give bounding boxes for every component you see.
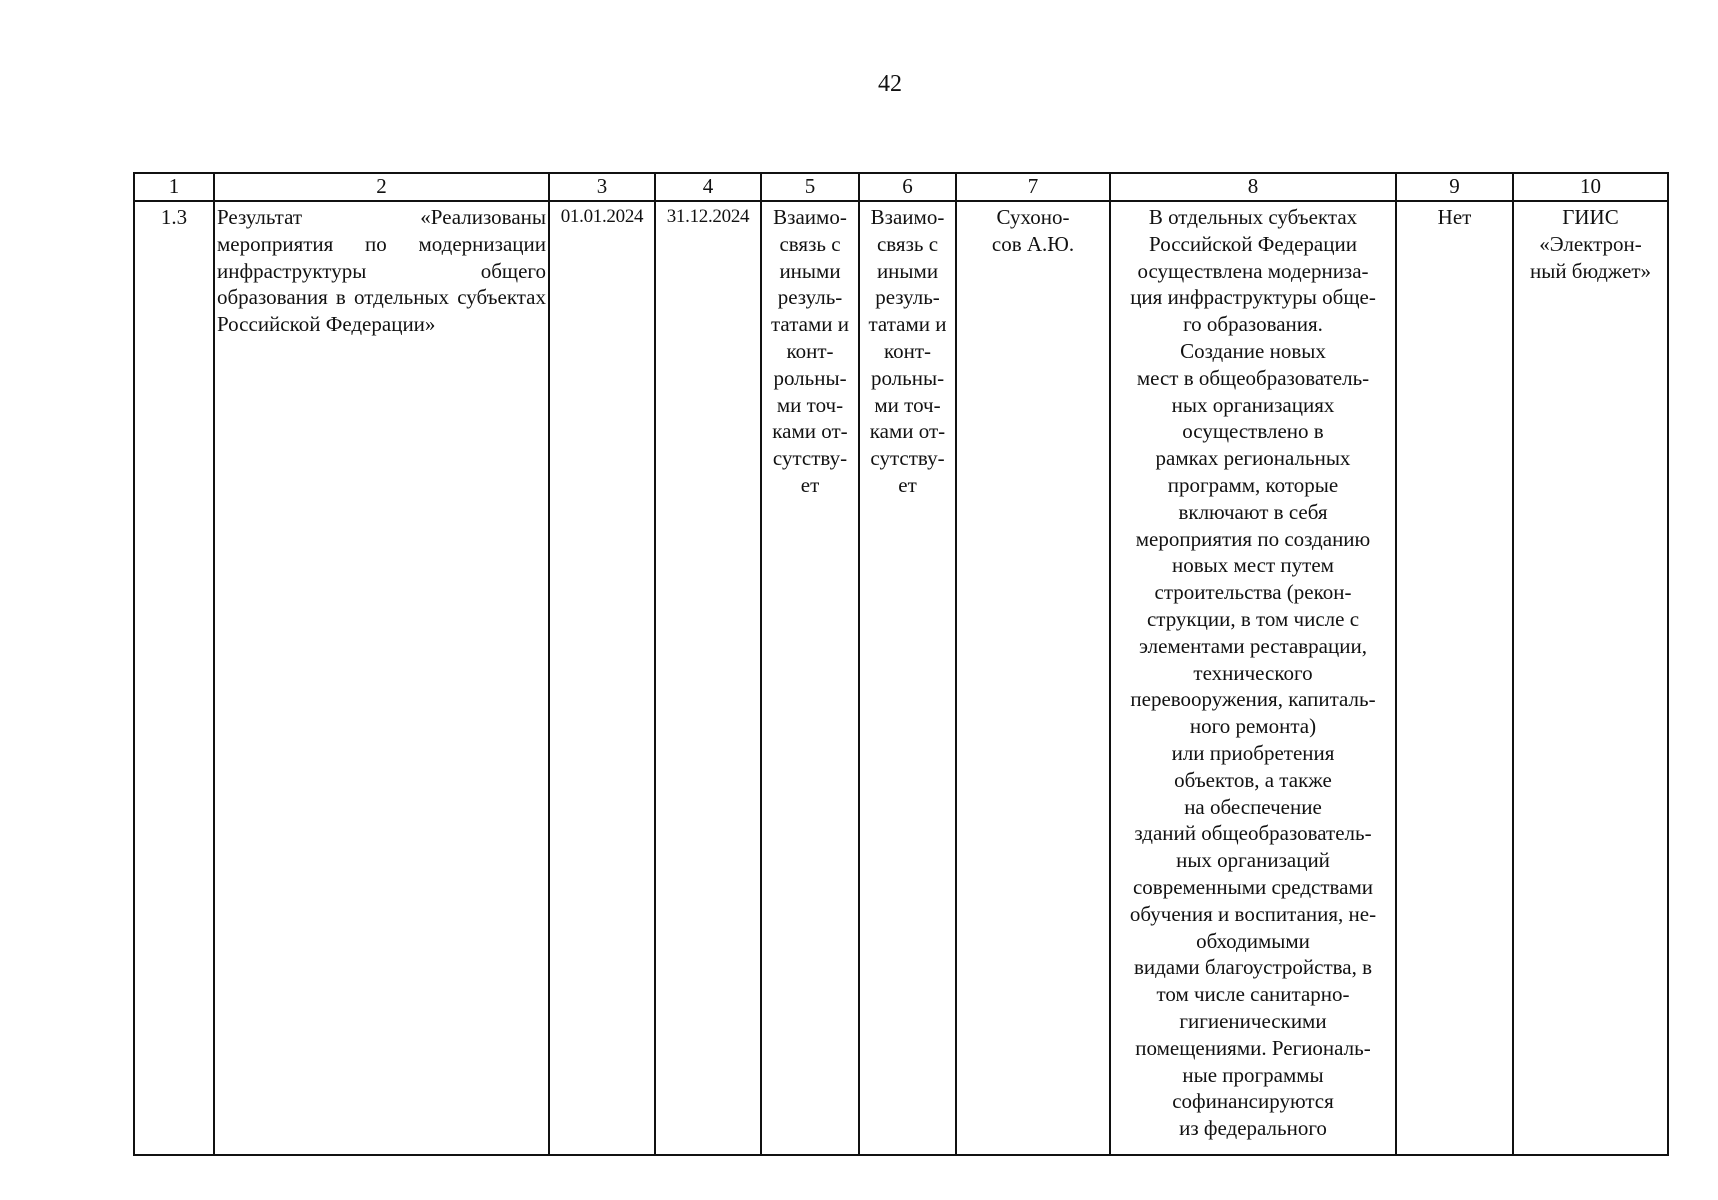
relation-6-line: ми точ- <box>874 392 941 417</box>
description-line: мероприятия по созданию <box>1135 526 1371 551</box>
relation-6-line: ками от- <box>869 419 946 444</box>
responsible-person <box>956 201 1110 1155</box>
relation-cell-6 <box>859 201 956 1155</box>
relation-6-line: Взаимо- <box>870 205 945 229</box>
header-col-7: 7 <box>956 173 1110 201</box>
start-date: 01.01.2024 <box>549 201 655 1155</box>
description-line: или приобретения <box>1171 740 1335 765</box>
description-line: ных организациях <box>1171 392 1335 417</box>
description-line: ция инфраструктуры обще- <box>1130 285 1376 310</box>
relation-5-line: рольны- <box>773 365 847 390</box>
relation-6-line: связь с <box>876 231 939 256</box>
description-line: В отдельных субъектах <box>1148 205 1358 229</box>
description-line: новых мест путем <box>1172 553 1334 578</box>
relation-5-line: резуль- <box>777 285 843 310</box>
description-line: помещениями. Региональ- <box>1135 1035 1371 1060</box>
page-number: 42 <box>878 71 902 97</box>
description-line: современными средствами <box>1132 874 1374 899</box>
description-line: ные программы <box>1182 1062 1324 1087</box>
description-line: на обеспечение <box>1184 794 1322 819</box>
relation-5-line: иными <box>779 258 841 283</box>
description-line: струкции, в том числе с <box>1146 606 1360 631</box>
information-system-line: ный бюджет» <box>1529 258 1652 283</box>
header-col-1: 1 <box>134 173 214 201</box>
responsible-line: Сухоно- <box>996 205 1070 229</box>
description-line: перевооружения, капиталь- <box>1130 687 1376 712</box>
header-col-6: 6 <box>859 173 956 201</box>
header-row <box>134 173 1668 201</box>
information-system <box>1513 201 1668 1155</box>
description-line: зданий общеобразователь- <box>1134 821 1372 846</box>
result-description <box>1110 201 1396 1155</box>
description-line: объектов, а также <box>1174 767 1332 792</box>
header-col-3: 3 <box>549 173 655 201</box>
col-9-value: Нет <box>1396 201 1513 1155</box>
relation-6-line: сутству- <box>870 446 945 471</box>
description-line: технического <box>1193 660 1313 685</box>
description-line: Российской Федерации <box>1149 231 1357 256</box>
relation-5-line: ет <box>800 472 820 497</box>
description-line: го образования. <box>1183 312 1323 337</box>
description-line: том числе санитарно- <box>1156 982 1350 1007</box>
result-name: Результат «Реализованы мероприятия по модернизации инфраструктуры общего образования в отдельных субъектах Российской Федерации» <box>214 201 549 1155</box>
relation-5-line: ками от- <box>772 419 848 444</box>
description-line: ных организаций <box>1176 848 1330 873</box>
header-col-5: 5 <box>761 173 859 201</box>
header-col-2: 2 <box>214 173 549 201</box>
relation-5-line: связь с <box>779 231 841 256</box>
relation-6-line: рольны- <box>870 365 945 390</box>
relation-6-line: татами и <box>868 312 947 337</box>
relation-5-line: конт- <box>786 338 834 363</box>
relation-5-line: ми точ- <box>776 392 844 417</box>
relation-5-line: сутству- <box>772 446 848 471</box>
end-date: 31.12.2024 <box>655 201 761 1155</box>
description-line: строительства (рекон- <box>1154 580 1352 605</box>
description-line: мест в общеобразователь- <box>1136 365 1370 390</box>
description-line: элементами реставрации, <box>1139 633 1367 658</box>
information-system-line: ГИИС <box>1562 205 1619 229</box>
relation-5-line: татами и <box>771 312 849 337</box>
relation-6-line: иными <box>876 258 939 283</box>
table-row <box>134 201 1668 1155</box>
description-line: гигиеническими <box>1179 1008 1327 1033</box>
responsible-line: сов А.Ю. <box>991 231 1075 256</box>
description-line: включают в себя <box>1178 499 1328 524</box>
description-line: из федерального <box>1179 1116 1327 1141</box>
relation-6-line: резуль- <box>875 285 940 310</box>
description-line: программ, которые <box>1167 472 1339 497</box>
description-line: видами благоустройства, в <box>1133 955 1373 980</box>
header-col-4: 4 <box>655 173 761 201</box>
relation-5-line: Взаимо- <box>773 205 847 229</box>
row-number: 1.3 <box>134 201 214 1155</box>
description-line: ного ремонта) <box>1189 714 1317 739</box>
description-line: осуществлено в <box>1182 419 1324 444</box>
description-line: осуществлена модерниза- <box>1137 258 1369 283</box>
header-col-9: 9 <box>1396 173 1513 201</box>
description-line: рамках региональных <box>1155 446 1351 471</box>
relation-6-line: ет <box>898 472 917 497</box>
information-system-line: «Электрон- <box>1539 231 1642 256</box>
header-col-8: 8 <box>1110 173 1396 201</box>
relation-6-line: конт- <box>883 338 932 363</box>
relation-cell-5 <box>761 201 859 1155</box>
description-line: обучения и воспитания, не- <box>1129 901 1377 926</box>
description-line: софинансируются <box>1172 1089 1334 1114</box>
description-line: Создание новых <box>1180 338 1326 363</box>
results-table <box>133 172 1669 1156</box>
header-col-10: 10 <box>1513 173 1668 201</box>
description-line: обходимыми <box>1196 928 1310 953</box>
